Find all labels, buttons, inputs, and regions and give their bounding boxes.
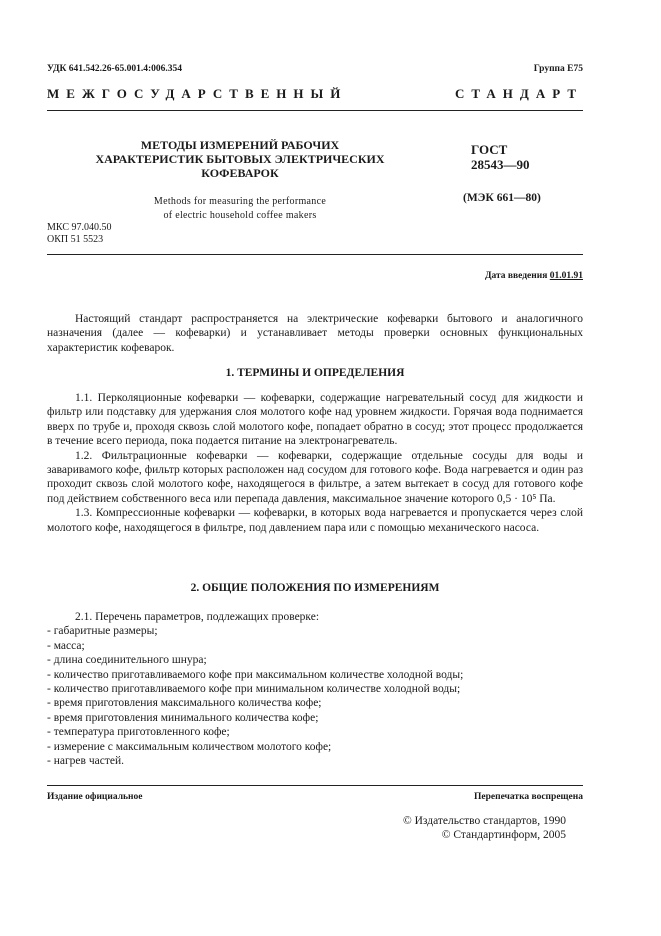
- top-divider: [47, 110, 583, 111]
- footer-divider: [47, 785, 583, 786]
- clause-1-3: 1.3. Компрессионные кофеварки — кофеварки, в которых вода нагревается и пропускается через слой молотого кофе, находящегося в фильтре, под давлением пара или с помощью механического насоса.: [47, 507, 583, 534]
- introduction-date: [485, 271, 583, 281]
- okp-code: ОКП 51 5523: [47, 234, 104, 245]
- list-item: - нагрев частей.: [47, 755, 124, 768]
- title-ru-line: ХАРАКТЕРИСТИК БЫТОВЫХ ЭЛЕКТРИЧЕСКИХ: [95, 152, 385, 166]
- document-title-ru: [80, 138, 400, 180]
- scope-paragraph: [47, 312, 583, 355]
- middle-divider: [47, 254, 583, 255]
- copyright-line: © Стандартинформ, 2005: [441, 829, 566, 841]
- reprint-prohibited-note: Перепечатка воспрещена: [473, 792, 583, 802]
- list-item: - количество приготавливаемого кофе при максимальном количестве холодной воды;: [47, 668, 464, 681]
- copyright-line: © Издательство стандартов, 1990: [402, 815, 566, 827]
- udk-code: УДК 641.542.26-65.001.4:006.354: [47, 64, 183, 74]
- list-item: - количество приготавливаемого кофе при минимальном количестве холодной воды;: [47, 683, 461, 696]
- gost-number: 28543—90: [471, 157, 530, 172]
- iec-reference: (МЭК 661—80): [463, 192, 541, 204]
- clause-1-1: 1.1. Перколяционные кофеварки — кофеварки, содержащие нагревательный сосуд для жидкости и фильтр или подставку для удержания слоя молотого кофе над уровнем жидкости. Горячая вода поднимается вверх по трубе и, проходя сквозь слой молотого кофе, попадает обратно в сосуд; этот процесс продолжается в течение всего периода, пока подается питание на электронагреватель.: [47, 392, 583, 448]
- list-item: - время приготовления максимального количества кофе;: [47, 697, 322, 710]
- official-edition-note: Издание официальное: [47, 792, 143, 802]
- document-title-en: [120, 195, 360, 223]
- section-1-body: [47, 391, 583, 535]
- interstate-standard-banner: МЕЖГОСУДАРСТВЕННЫЙ СТАНДАРТ: [47, 86, 583, 101]
- title-ru-line: МЕТОДЫ ИЗМЕРЕНИЙ РАБОЧИХ: [140, 138, 340, 152]
- list-item: - измерение с максимальным количеством молотого кофе;: [47, 740, 332, 753]
- title-ru-line: КОФЕВАРОК: [201, 166, 279, 180]
- list-item: - габаритные размеры;: [47, 625, 158, 638]
- mks-code: МКС 97.040.50: [47, 222, 112, 233]
- section-1-heading: 1. ТЕРМИНЫ И ОПРЕДЕЛЕНИЯ: [225, 367, 405, 379]
- title-en-line: Methods for measuring the performance: [153, 196, 327, 207]
- group-code: Группа Е75: [533, 64, 583, 74]
- section-2-heading: 2. ОБЩИЕ ПОЛОЖЕНИЯ ПО ИЗМЕРЕНИЯМ: [190, 582, 440, 594]
- clause-1-2: 1.2. Фильтрационные кофеварки — кофеварки, содержащие отдельные сосуды для воды и заваривамого кофе, фильтр которых расположен над сосудом для готового кофе. Вода нагревается и один раз проходит сквозь слой молотого кофе, находящегося в фильтре, а затем вытекает в сосуд для готового кофе под действием собственного веса или перепада давления, максимальное значение которого 0,5 · 10⁵ Па.: [47, 449, 583, 505]
- list-item: - время приготовления минимального количества кофе;: [47, 711, 319, 724]
- list-item: - температура приготовленного кофе;: [47, 726, 230, 739]
- introduction-date-label: Дата введения: [484, 271, 548, 281]
- gost-label: ГОСТ: [471, 142, 508, 157]
- section-2-body: [47, 610, 583, 768]
- list-item: - длина соединительного шнура;: [47, 654, 207, 667]
- list-item: - масса;: [47, 639, 85, 652]
- classification-codes: [47, 222, 111, 246]
- scope-text: Настоящий стандарт распространяется на электрические кофеварки бытового и аналогичного назначения (далее — кофеварки) и устанавливает методы проверки основных функциональных характеристик кофеварок.: [47, 313, 583, 354]
- title-en-line: of electric household coffee makers: [163, 210, 317, 221]
- copyright-block: [403, 814, 566, 842]
- clause-2-1: 2.1. Перечень параметров, подлежащих проверке:: [75, 611, 320, 623]
- introduction-date-value: 01.01.91: [549, 271, 583, 281]
